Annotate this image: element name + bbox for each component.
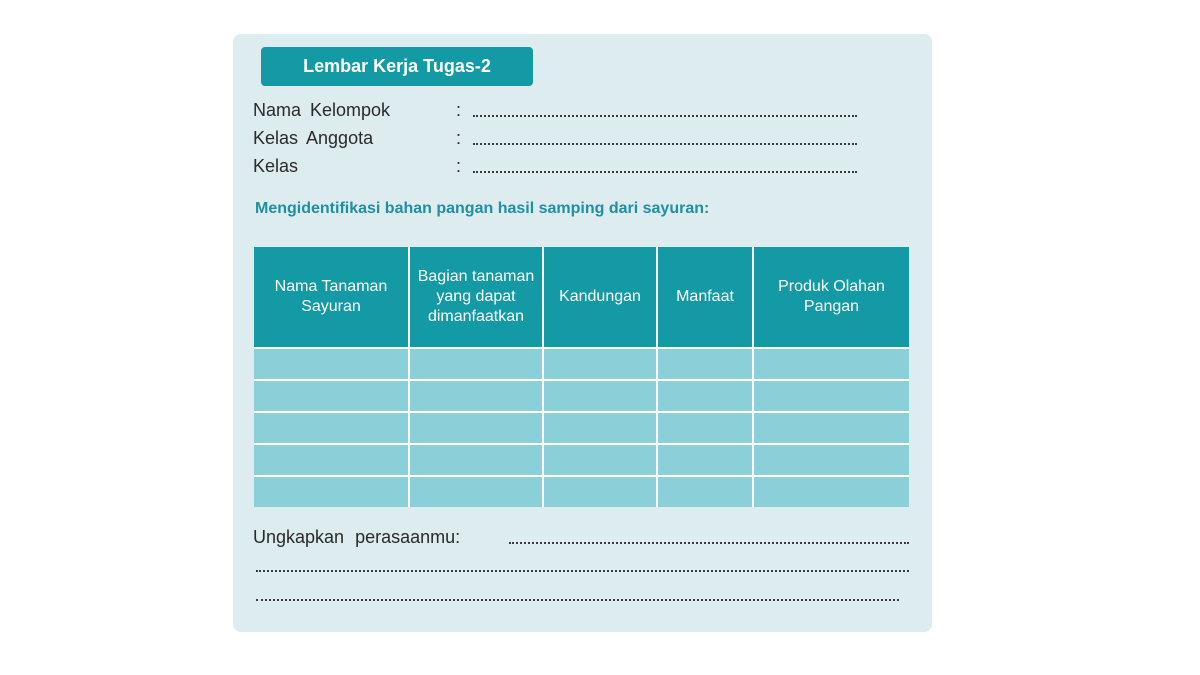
table-cell[interactable] — [543, 348, 657, 380]
field-colon: : — [456, 128, 462, 148]
table-cell[interactable] — [254, 444, 409, 476]
feelings-label: Ungkapkan perasaanmu: — [253, 527, 461, 547]
field-label: Kelas — [253, 156, 299, 176]
header-produk-olahan: Produk Olahan Pangan — [753, 247, 909, 348]
feelings-line-2[interactable] — [256, 570, 909, 572]
table-cell[interactable] — [753, 476, 909, 507]
table-row — [254, 348, 909, 380]
table-cell[interactable] — [657, 476, 753, 507]
table-row — [254, 444, 909, 476]
table-cell[interactable] — [543, 380, 657, 412]
table-cell[interactable] — [657, 444, 753, 476]
table-header-row — [254, 247, 909, 348]
table-cell[interactable] — [409, 444, 543, 476]
header-nama-tanaman: Nama Tanaman Sayuran — [254, 247, 409, 348]
table-cell[interactable] — [409, 412, 543, 444]
header-manfaat: Manfaat — [657, 247, 753, 348]
table-row — [254, 476, 909, 507]
feelings-line-3[interactable] — [256, 599, 899, 601]
worksheet-title: Lembar Kerja Tugas-2 — [261, 47, 533, 86]
table-cell[interactable] — [409, 380, 543, 412]
table-row — [254, 412, 909, 444]
header-kandungan: Kandungan — [543, 247, 657, 348]
field-colon: : — [456, 156, 462, 176]
table-cell[interactable] — [753, 412, 909, 444]
instruction-text: Mengidentifikasi bahan pangan hasil samping dari sayuran: — [255, 200, 710, 217]
feelings-line-1[interactable] — [509, 542, 909, 544]
table-cell[interactable] — [657, 348, 753, 380]
field-nama-kelompok — [253, 100, 863, 124]
fill-line-nama-kelompok[interactable] — [473, 115, 857, 117]
table-cell[interactable] — [543, 444, 657, 476]
table-cell[interactable] — [409, 348, 543, 380]
table-cell[interactable] — [543, 476, 657, 507]
field-kelas — [253, 156, 863, 180]
fill-line-kelas[interactable] — [473, 171, 857, 173]
field-colon: : — [456, 100, 462, 120]
vegetable-table — [254, 247, 909, 507]
table-cell[interactable] — [254, 348, 409, 380]
table-cell[interactable] — [657, 412, 753, 444]
field-kelas-anggota — [253, 128, 863, 152]
table-cell[interactable] — [753, 444, 909, 476]
table-cell[interactable] — [254, 476, 409, 507]
table-cell[interactable] — [254, 380, 409, 412]
table-cell[interactable] — [254, 412, 409, 444]
field-label: Kelas Anggota — [253, 128, 374, 148]
table-row — [254, 380, 909, 412]
table-cell[interactable] — [753, 348, 909, 380]
table-cell[interactable] — [409, 476, 543, 507]
field-label: Nama Kelompok — [253, 100, 391, 120]
table-cell[interactable] — [753, 380, 909, 412]
fill-line-kelas-anggota[interactable] — [473, 143, 857, 145]
header-bagian-tanaman: Bagian tanaman yang dapat dimanfaatkan — [409, 247, 543, 348]
table-cell[interactable] — [657, 380, 753, 412]
table-cell[interactable] — [543, 412, 657, 444]
